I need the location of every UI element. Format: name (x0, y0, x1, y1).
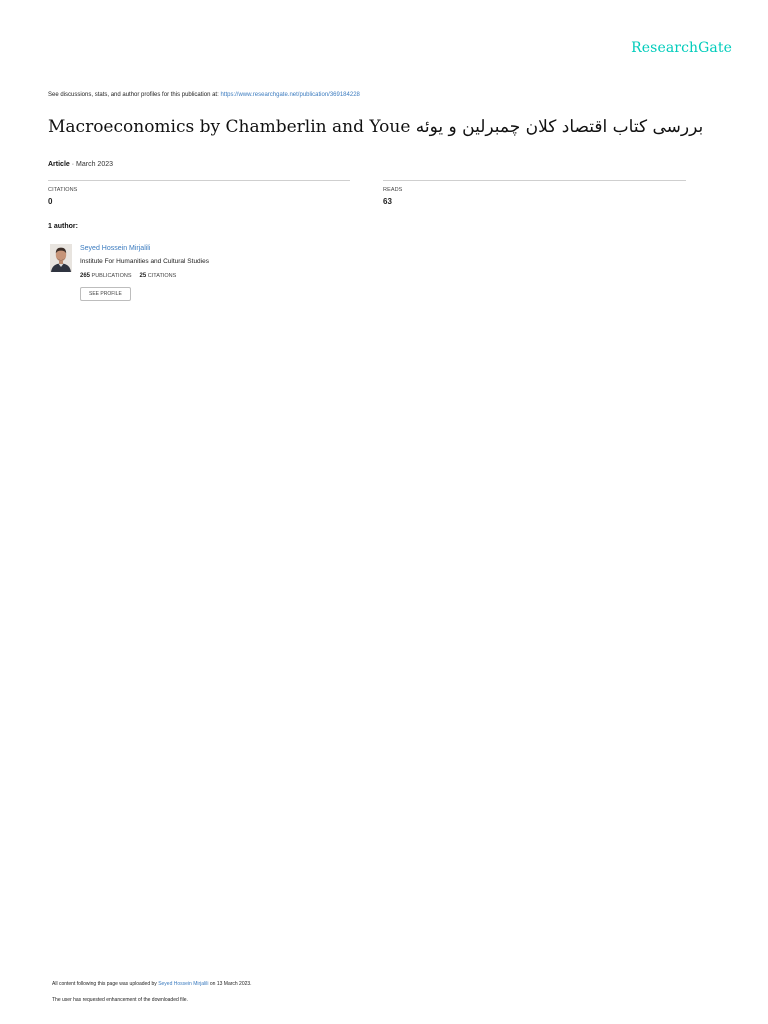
avatar-photo-icon (50, 244, 72, 272)
citations-label: CITATIONS (48, 187, 78, 193)
author-citations-count: 25 (139, 273, 147, 279)
author-stats (80, 273, 209, 279)
article-type: Article (48, 161, 70, 168)
author-avatar[interactable] (50, 244, 72, 272)
see-discussions-text: See discussions, stats, and author profiles for this publication at: (48, 92, 221, 98)
see-profile-button[interactable]: SEE PROFILE (80, 287, 131, 301)
reads-value: 63 (383, 197, 392, 206)
author-institution: Institute For Humanities and Cultural Studies (80, 258, 209, 265)
researchgate-logo[interactable]: ResearchGate (631, 40, 732, 56)
author-card (48, 244, 368, 314)
citations-stat (48, 180, 350, 206)
reads-label: READS (383, 187, 403, 193)
article-date: March 2023 (76, 161, 113, 168)
uploader-link[interactable]: Seyed Hossein Mirjalili (158, 981, 209, 987)
article-title: Macroeconomics by Chamberlin and Youe بررسی کتاب اقتصاد کلان چمبرلین و یوئه (48, 117, 704, 137)
article-meta (48, 161, 113, 168)
reads-stat (383, 180, 686, 206)
author-name-link[interactable]: Seyed Hossein Mirjalili (80, 245, 151, 252)
uploaded-by-line (52, 981, 252, 987)
enhancement-note: The user has requested enhancement of the downloaded file. (52, 997, 188, 1003)
uploaded-prefix: All content following this page was uploaded by (52, 981, 159, 987)
publication-url-link[interactable]: https://www.researchgate.net/publication/369184228 (220, 92, 360, 98)
meta-separator: · (69, 161, 77, 168)
citations-value: 0 (48, 197, 53, 206)
author-publications-count: 265 (80, 273, 91, 279)
author-publications-label: PUBLICATIONS (91, 273, 132, 279)
uploaded-suffix: on 13 March 2023. (208, 981, 252, 987)
author-info (80, 244, 209, 301)
see-discussions-line (48, 92, 360, 98)
author-citations-label: CITATIONS (147, 273, 177, 279)
authors-heading: 1 author: (48, 223, 78, 230)
